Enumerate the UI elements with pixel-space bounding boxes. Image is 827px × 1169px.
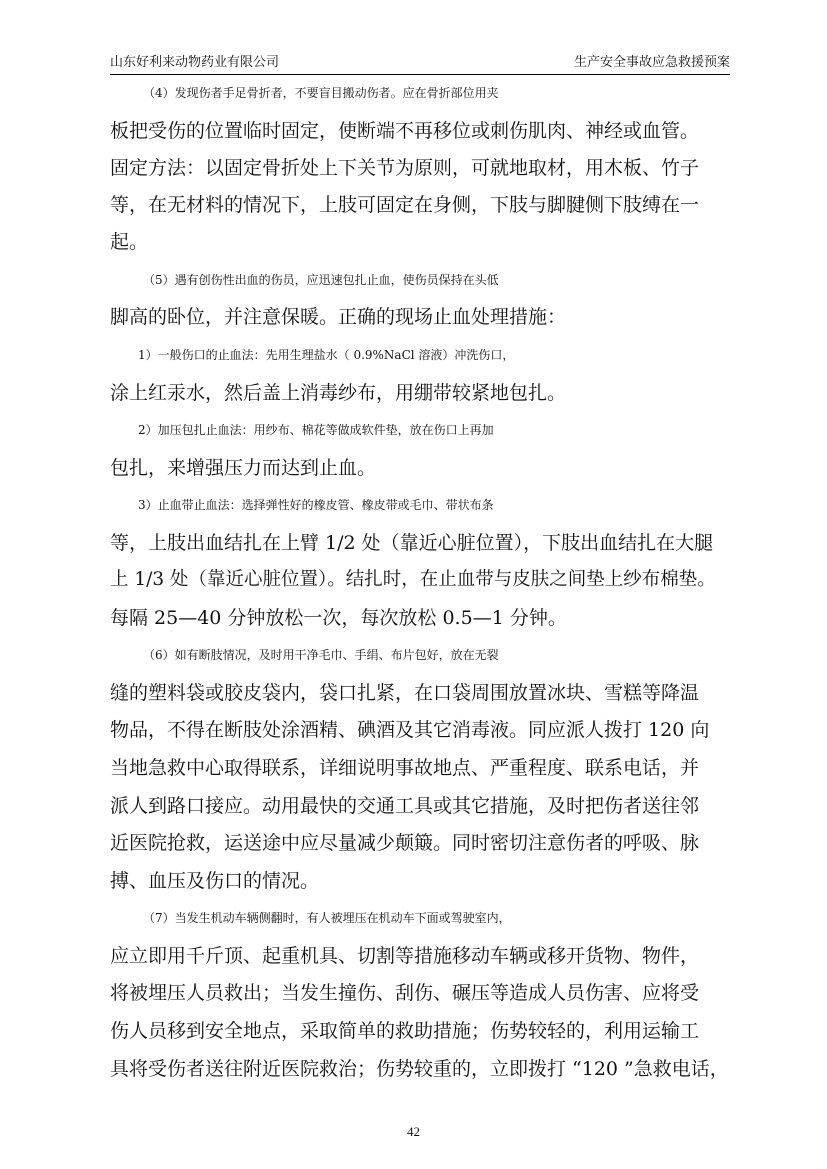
paragraph-line: 缝的塑料袋或胶皮袋内，袋口扎紧，在口袋周围放置冰块、雪糕等降温 xyxy=(110,682,700,704)
paragraph-line: 涂上红汞水，然后盖上消毒纱布，用绷带较紧地包扎。 xyxy=(110,382,567,404)
paragraph-line: 脚高的卧位，并注意保暖。正确的现场止血处理措施： xyxy=(110,306,567,328)
paragraph-line: 近医院抢救，运送途中应尽量减少颠簸。同时密切注意伤者的呼吸、脉 xyxy=(110,832,700,854)
paragraph-line: 固定方法：以固定骨折处上下关节为原则，可就地取材，用木板、竹子 xyxy=(110,157,700,179)
paragraph-line: 起。 xyxy=(110,231,149,253)
paragraph-line: 当地急救中心取得联系，详细说明事故地点、严重程度、联系电话，并 xyxy=(110,757,700,779)
paragraph-line: （6）如有断肢情况，及时用干净毛巾、手绢、布片包好，放在无裂 xyxy=(143,648,499,662)
paragraph-line: 搏、血压及伤口的情况。 xyxy=(110,870,320,892)
paragraph-line: 物品，不得在断肢处涂酒精、碘酒及其它消毒液。同应派人拨打 120 向 xyxy=(110,719,710,741)
paragraph-line: 3）止血带止血法：选择弹性好的橡皮管、橡皮带或毛巾、带状布条 xyxy=(138,498,494,512)
document-title: 生产安全事故应急救援预案 xyxy=(573,55,730,70)
paragraph-line: 上 1/3 处（靠近心脏位置）。结扎时，在止血带与皮肤之间垫上纱布棉垫。 xyxy=(110,569,716,590)
paragraph-line: 将被埋压人员救出；当发生撞伤、刮伤、碾压等造成人员伤害、应将受 xyxy=(110,982,700,1004)
paragraph-line: （7）当发生机动车辆侧翻时，有人被埋压在机动车下面或驾驶室内， xyxy=(143,911,511,925)
paragraph-line: （5）遇有创伤性出血的伤员，应迅速包扎止血，使伤员保持在头低 xyxy=(143,273,499,287)
paragraph-line: 派人到路口接应。动用最快的交通工具或其它措施，及时把伤者送往邻 xyxy=(110,795,700,817)
page-number: 42 xyxy=(407,1124,420,1139)
paragraph-line: 伤人员移到安全地点，采取简单的救助措施；伤势较轻的，利用运输工 xyxy=(110,1020,700,1042)
paragraph-line: 等，上肢出血结扎在上臂 1/2 处（靠近心脏位置），下肢出血结扎在大腿 xyxy=(110,532,714,554)
paragraph-line: 2）加压包扎止血法：用纱布、棉花等做成软件垫，放在伤口上再加 xyxy=(138,423,494,437)
paragraph-line: 板把受伤的位置临时固定，使断端不再移位或刺伤肌肉、神经或血管。 xyxy=(110,120,700,142)
paragraph-line: 1）一般伤口的止血法：先用生理盐水（ 0.9%NaCl 溶液）冲洗伤口， xyxy=(138,348,515,362)
paragraph-line: 每隔 25—40 分钟放松一次，每次放松 0.5—1 分钟。 xyxy=(110,607,567,629)
paragraph-line: 具将受伤者送往附近医院救治；伤势较重的，立即拨打 “120 ”急救电话， xyxy=(110,1058,729,1080)
company-name: 山东好利来动物药业有限公司 xyxy=(110,55,280,70)
page-header xyxy=(110,50,730,75)
paragraph-line: 等，在无材料的情况下，上肢可固定在身侧，下肢与脚腱侧下肢缚在一 xyxy=(110,194,700,216)
paragraph-line: （4）发现伤者手足骨折者，不要盲目搬动伤者。应在骨折部位用夹 xyxy=(143,86,499,100)
paragraph-line: 应立即用千斤顶、起重机具、切割等措施移动车辆或移开货物、物件， xyxy=(110,945,700,967)
paragraph-line: 包扎，来增强压力而达到止血。 xyxy=(110,457,377,479)
